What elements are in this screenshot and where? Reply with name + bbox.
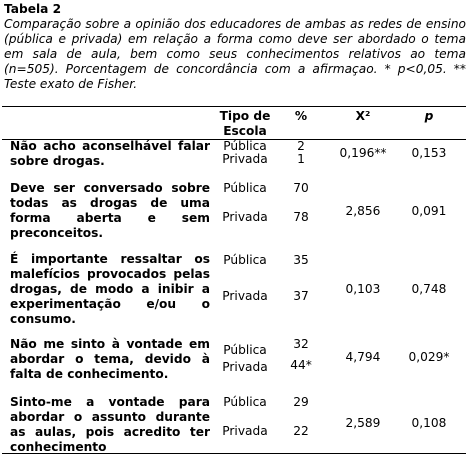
row-chi-square: 4,794 <box>345 350 381 364</box>
row-percent-public: 35 <box>293 253 309 267</box>
row-school-type-private: Privada <box>222 424 268 438</box>
row-statement: Não me sinto à vontade em abordar o tema, devido à falta de conhecimento. <box>10 337 210 381</box>
table-description: Comparação sobre a opinião dos educadores de ambas as redes de ensino (pública e privada) em relação a forma como deve ser abordado o tema em sala de aula, bem como seus conhecimentos relativos ao tema (n=505). Porcentagem de concordância com a afirmaçao. * p<0,05. ** Teste exato de Fisher. <box>4 17 466 91</box>
row-percent-private: 1 <box>297 152 305 166</box>
header-percent: % <box>294 109 308 123</box>
row-school-type-private: Privada <box>222 360 268 374</box>
row-school-type-private: Privada <box>222 210 268 224</box>
table-bottom-rule <box>2 453 466 454</box>
row-p-value: 0,029* <box>408 350 450 364</box>
row-school-type-private: Privada <box>222 289 268 303</box>
row-school-type-public: Pública <box>223 253 267 267</box>
row-statement: Deve ser conversado sobre todas as drogas de uma forma aberta e sem preconceitos. <box>10 181 210 240</box>
header-school-type-line2: Escola <box>223 124 267 138</box>
row-statement: É importante ressaltar os malefícios provocados pelas drogas, de modo a inibir a experimentação e/ou o consumo. <box>10 252 210 326</box>
row-percent-private: 78 <box>293 210 309 224</box>
row-percent-public: 70 <box>293 181 309 195</box>
row-percent-private: 22 <box>293 424 309 438</box>
row-p-value: 0,153 <box>411 146 447 160</box>
row-percent-public: 2 <box>297 139 305 153</box>
table-top-rule <box>2 106 466 107</box>
row-p-value: 0,091 <box>411 204 447 218</box>
row-school-type-public: Pública <box>223 139 267 153</box>
row-school-type-public: Pública <box>223 343 267 357</box>
row-percent-public: 29 <box>293 395 309 409</box>
row-school-type-private: Privada <box>222 152 268 166</box>
row-school-type-public: Pública <box>223 395 267 409</box>
row-statement: Sinto-me a vontade para abordar o assunto durante as aulas, pois acredito ter conhecimento <box>10 395 210 454</box>
row-percent-public: 32 <box>293 337 309 351</box>
table-caption <box>4 2 466 92</box>
row-school-type-public: Pública <box>223 181 267 195</box>
row-chi-square: 0,103 <box>345 282 381 296</box>
table-title: Tabela 2 <box>4 2 62 16</box>
row-statement: Não acho aconselhável falar sobre drogas. <box>10 139 210 168</box>
row-percent-private: 44* <box>290 358 312 372</box>
row-percent-private: 37 <box>293 289 309 303</box>
header-p-value: p <box>424 109 434 123</box>
header-school-type-line1: Tipo de <box>219 109 271 123</box>
row-p-value: 0,748 <box>411 282 447 296</box>
row-chi-square: 2,856 <box>345 204 381 218</box>
row-chi-square: 0,196** <box>339 146 387 160</box>
header-school-type <box>214 109 276 139</box>
row-chi-square: 2,589 <box>345 416 381 430</box>
header-chi-square: X² <box>355 109 371 123</box>
row-p-value: 0,108 <box>411 416 447 430</box>
